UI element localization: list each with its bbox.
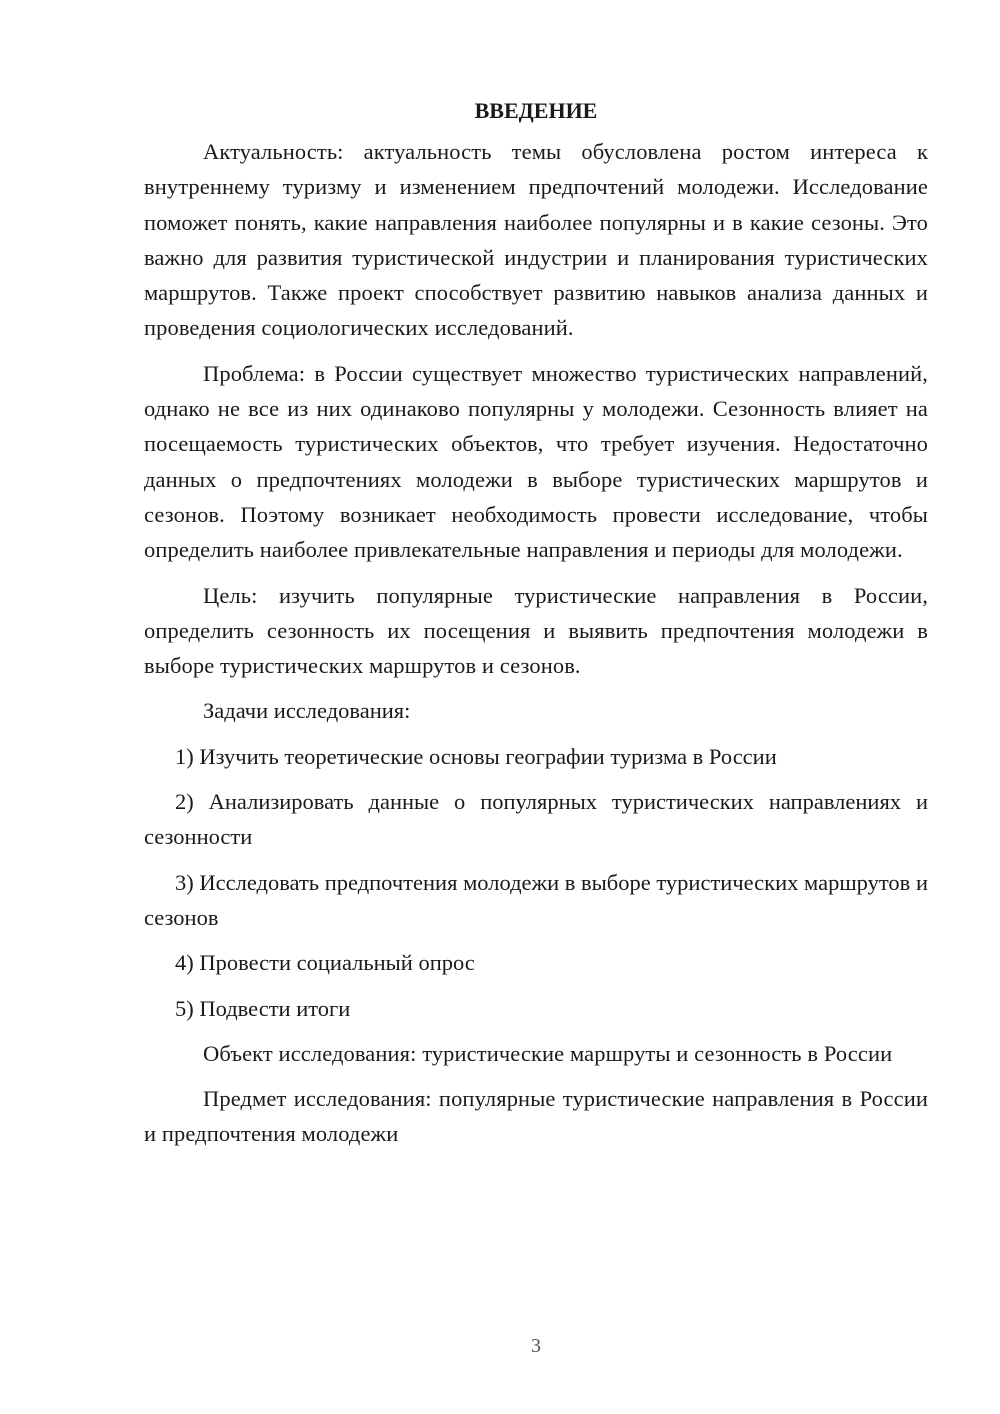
subject-paragraph: Предмет исследования: популярные туристические направления в России и предпочтения молодежи (144, 1086, 928, 1147)
relevance-paragraph: Актуальность: актуальность темы обусловлена ростом интереса к внутреннему туризму и изменением предпочтений молодежи. Исследование поможет понять, какие направления наиболее популярны и в какие сезоны. Это важно для развития туристической индустрии и планирования туристических маршрутов. Также проект способствует развитию навыков анализа данных и проведения социологических исследований. (144, 139, 928, 341)
task-item-3: 3) Исследовать предпочтения молодежи в выборе туристических маршрутов и сезонов (144, 869, 928, 930)
page-title: ВВЕДЕНИЕ (474, 98, 598, 123)
page-number: 3 (531, 1335, 541, 1357)
document-page (144, 96, 928, 1152)
object-paragraph: Объект исследования: туристические маршруты и сезонность в России (203, 1040, 893, 1066)
task-item-5: 5) Подвести итоги (175, 995, 351, 1021)
task-item-2: 2) Анализировать данные о популярных туристических направлениях и сезонности (144, 789, 928, 850)
tasks-heading: Задачи исследования: (203, 698, 411, 724)
problem-paragraph: Проблема: в России существует множество туристических направлений, однако не все из них одинаково популярны у молодежи. Сезонность влияет на посещаемость туристических объектов, что требует изучения. Недостаточно данных о предпочтениях молодежи в выборе туристических маршрутов и сезонов. Поэтому возникает необходимость провести исследование, чтобы определить наиболее привлекательные направления и периоды для молодежи. (144, 360, 928, 563)
task-item-4: 4) Провести социальный опрос (175, 950, 475, 976)
tasks-list (144, 739, 928, 1026)
task-item-1: 1) Изучить теоретические основы географии туризма в России (175, 743, 777, 769)
goal-paragraph: Цель: изучить популярные туристические направления в России, определить сезонность их посещения и выявить предпочтения молодежи в выборе туристических маршрутов и сезонов. (144, 582, 928, 679)
